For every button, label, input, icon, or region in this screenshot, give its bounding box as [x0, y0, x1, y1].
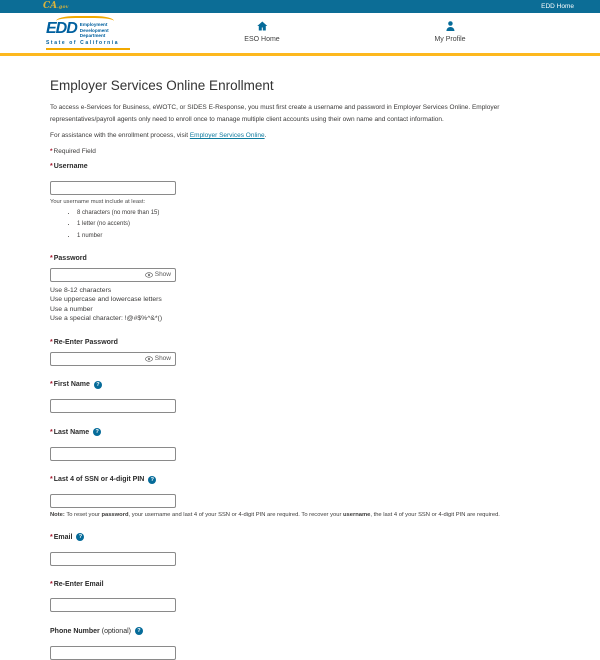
username-group: [50, 163, 555, 240]
ssn-pin-group: [50, 476, 555, 519]
reenter-email-label-text: Re-Enter Email: [53, 580, 104, 588]
phone-label-text: Phone Number: [50, 627, 100, 635]
edd-logo-department-text: [80, 21, 109, 39]
last-name-group: [50, 428, 555, 461]
edd-logo-dept-line2: Development: [79, 27, 109, 33]
site-header: [0, 13, 600, 56]
note-text: , the last 4 of your SSN or 4-digit PIN are required.: [370, 512, 500, 518]
first-name-input[interactable]: [50, 399, 176, 413]
required-field-text: Required Field: [53, 148, 96, 155]
help-icon[interactable]: ?: [93, 428, 101, 436]
required-marker: *: [50, 428, 53, 436]
phone-group: [50, 627, 555, 660]
password-input[interactable]: [51, 270, 143, 280]
assistance-line: [50, 130, 555, 142]
last-name-input[interactable]: [50, 447, 176, 461]
edd-logo[interactable]: [46, 16, 130, 50]
eye-icon: [145, 356, 153, 362]
utility-topbar: [0, 0, 600, 13]
password-rule: Use a number: [50, 305, 93, 313]
last-name-label: [50, 428, 555, 436]
username-requirement: • 1 number: [77, 233, 555, 240]
password-label: [50, 255, 555, 262]
username-input[interactable]: [50, 181, 176, 195]
reenter-password-input[interactable]: [51, 354, 143, 364]
phone-input[interactable]: [50, 646, 176, 660]
username-label-text: Username: [53, 163, 88, 170]
password-rule: Use a special character: !@#$%^&*(): [50, 315, 163, 322]
nav-eso-home[interactable]: [244, 20, 279, 43]
first-name-group: [50, 381, 555, 414]
username-requirements-list: [50, 210, 555, 240]
password-field: [50, 268, 176, 282]
username-requirement: • 1 letter (no accents): [77, 221, 555, 228]
note-bold: password: [101, 512, 129, 518]
required-marker: *: [50, 476, 53, 483]
intro-paragraph: To access e-Services for Business, eWOTC, or SIDES E-Response, you must first create a username and password in Employer Services Online. Employer representatives/payroll agents only need to enroll once to manage multiple client accounts using their own name and contact information.: [50, 104, 500, 123]
required-marker: *: [50, 254, 53, 262]
edd-logo-dept-line3: Department: [79, 33, 106, 39]
note-text: , your username and last 4 of your SSN or 4-digit PIN are required. To recover your: [128, 512, 343, 518]
required-marker: *: [50, 381, 53, 388]
password-show-label: Show: [154, 271, 171, 278]
ssn-pin-note: [50, 512, 555, 518]
phone-label: [50, 627, 555, 635]
main-content: [0, 56, 600, 660]
ssn-pin-input[interactable]: [50, 494, 176, 508]
reenter-password-group: [50, 339, 555, 366]
note-text: To reset your: [64, 512, 102, 518]
edd-logo-tagline: State of California: [46, 40, 130, 50]
password-rules: [50, 286, 555, 324]
page-title: Employer Services Online Enrollment: [50, 78, 274, 93]
reenter-password-label: [50, 339, 555, 346]
username-hint: Your username must include at least:: [50, 198, 146, 205]
edd-home-link[interactable]: EDD Home: [541, 3, 574, 10]
reenter-password-label-text: Re-Enter Password: [53, 338, 118, 346]
required-marker: *: [50, 148, 53, 155]
nav-my-profile-label: My Profile: [434, 36, 466, 43]
email-group: [50, 533, 555, 566]
reenter-email-input[interactable]: [50, 598, 176, 612]
help-icon[interactable]: ?: [94, 381, 102, 389]
email-label: [50, 533, 555, 541]
password-show-button[interactable]: [143, 271, 175, 278]
employer-services-online-link[interactable]: Employer Services Online: [189, 132, 265, 139]
edd-logo-dept-line1: Employment: [79, 22, 108, 27]
password-rule: Use uppercase and lowercase letters: [50, 296, 162, 303]
reenter-email-group: [50, 581, 555, 613]
ssn-pin-label: [50, 476, 555, 484]
home-icon: [256, 20, 268, 32]
email-label-text: Email: [53, 533, 73, 541]
assistance-prefix: For assistance with the enrollment process, visit: [50, 132, 190, 139]
nav-my-profile[interactable]: [434, 20, 465, 43]
reenter-password-field: [50, 352, 176, 366]
last-name-label-text: Last Name: [53, 428, 90, 436]
first-name-label-text: First Name: [53, 381, 90, 388]
help-icon[interactable]: ?: [148, 476, 156, 484]
required-marker: *: [50, 163, 53, 170]
email-input[interactable]: [50, 552, 176, 566]
edd-logo-acronym: EDD: [46, 20, 77, 37]
note-bold: Note:: [50, 512, 65, 518]
password-label-text: Password: [53, 254, 87, 262]
assistance-suffix: .: [264, 132, 267, 139]
eye-icon: [145, 272, 153, 278]
ca-gov-logo[interactable]: [43, 0, 69, 14]
username-requirement: • 8 characters (no more than 15): [77, 210, 555, 217]
help-icon[interactable]: ?: [76, 533, 84, 541]
ca-gov-logo-gov: .gov: [57, 4, 69, 10]
person-icon: [444, 20, 456, 32]
help-icon[interactable]: ?: [135, 627, 143, 635]
phone-optional-text: (optional): [101, 627, 131, 635]
password-group: [50, 255, 555, 324]
username-label: [50, 163, 555, 170]
ssn-pin-label-text: Last 4 of SSN or 4-digit PIN: [53, 476, 145, 483]
nav-eso-home-label: ESO Home: [244, 36, 280, 43]
first-name-label: [50, 381, 555, 389]
reenter-password-show-label: Show: [154, 355, 171, 362]
password-rule: Use 8-12 characters: [50, 286, 112, 294]
required-marker: *: [50, 533, 53, 541]
required-marker: *: [50, 338, 53, 346]
required-marker: *: [50, 580, 53, 588]
reenter-email-label: [50, 581, 555, 588]
note-bold: username: [342, 512, 371, 518]
ca-gov-logo-ca: CA: [43, 0, 58, 11]
reenter-password-show-button[interactable]: [143, 355, 175, 362]
required-field-note: [50, 148, 555, 155]
